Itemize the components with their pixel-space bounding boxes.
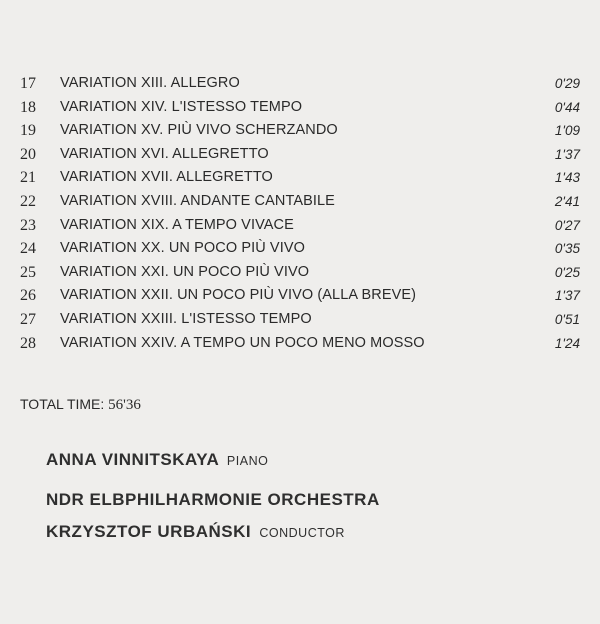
track-duration: 0'51 — [554, 311, 580, 327]
track-number: 23 — [20, 216, 36, 234]
track-row — [20, 190, 580, 214]
track-duration: 0'44 — [554, 99, 580, 115]
track-number: 28 — [20, 334, 36, 352]
track-title: VARIATION XVII. ALLEGRETTO — [60, 169, 273, 186]
total-time-value: 56'36 — [108, 397, 141, 413]
track-title: VARIATION XIV. L'ISTESSO TEMPO — [60, 98, 303, 115]
track-title: VARIATION XV. PIÙ VIVO SCHERZANDO — [60, 122, 338, 139]
track-title: VARIATION XVIII. ANDANTE CANTABILE — [60, 192, 335, 209]
orchestra-name: NDR ELBPHILHARMONIE ORCHESTRA — [46, 490, 380, 509]
total-time — [20, 396, 141, 414]
track-title: VARIATION XX. UN POCO PIÙ VIVO — [60, 240, 305, 257]
conductor-credit — [46, 522, 345, 542]
track-number: 26 — [20, 287, 36, 305]
soloist-credit — [46, 450, 268, 470]
soloist-role: PIANO — [226, 454, 269, 468]
track-duration: 2'41 — [554, 193, 580, 209]
track-title: VARIATION XIII. ALLEGRO — [60, 75, 240, 91]
track-duration: 0'25 — [554, 264, 580, 280]
track-duration: 1'43 — [554, 170, 580, 186]
track-row — [20, 72, 580, 96]
track-row — [20, 119, 580, 143]
track-row — [20, 237, 580, 261]
track-duration: 1'37 — [554, 146, 580, 162]
track-row — [20, 261, 580, 285]
conductor-role: CONDUCTOR — [259, 526, 345, 540]
track-row — [20, 143, 580, 167]
track-number: 25 — [20, 263, 36, 281]
track-row — [20, 308, 580, 332]
track-title: VARIATION XXIV. A TEMPO UN POCO MENO MOSSO — [60, 334, 425, 351]
track-row — [20, 332, 580, 356]
track-number: 27 — [20, 310, 36, 328]
track-title: VARIATION XXIII. L'ISTESSO TEMPO — [60, 310, 312, 327]
track-duration: 0'29 — [554, 76, 580, 91]
total-time-label: TOTAL TIME: — [20, 396, 105, 412]
track-list — [20, 72, 580, 355]
track-number: 17 — [20, 75, 36, 92]
track-number: 19 — [20, 122, 36, 140]
track-duration: 1'37 — [554, 288, 580, 304]
track-row — [20, 166, 580, 190]
track-row — [20, 214, 580, 238]
track-duration: 0'35 — [554, 241, 580, 257]
track-title: VARIATION XXI. UN POCO PIÙ VIVO — [60, 263, 310, 280]
soloist-name: ANNA VINNITSKAYA — [46, 450, 219, 469]
conductor-name: KRZYSZTOF URBAŃSKI — [46, 522, 252, 541]
track-number: 18 — [20, 98, 36, 116]
track-row — [20, 284, 580, 308]
orchestra-credit — [46, 490, 380, 510]
track-title: VARIATION XXII. UN POCO PIÙ VIVO (ALLA BREVE) — [60, 287, 417, 304]
track-title: VARIATION XIX. A TEMPO VIVACE — [60, 216, 294, 233]
track-row — [20, 96, 580, 120]
track-duration: 1'24 — [554, 335, 580, 351]
track-number: 20 — [20, 145, 36, 163]
track-number: 22 — [20, 192, 36, 210]
track-duration: 0'27 — [554, 217, 580, 233]
track-number: 21 — [20, 169, 36, 187]
track-number: 24 — [20, 240, 36, 258]
track-duration: 1'09 — [554, 123, 580, 139]
track-title: VARIATION XVI. ALLEGRETTO — [60, 145, 269, 162]
